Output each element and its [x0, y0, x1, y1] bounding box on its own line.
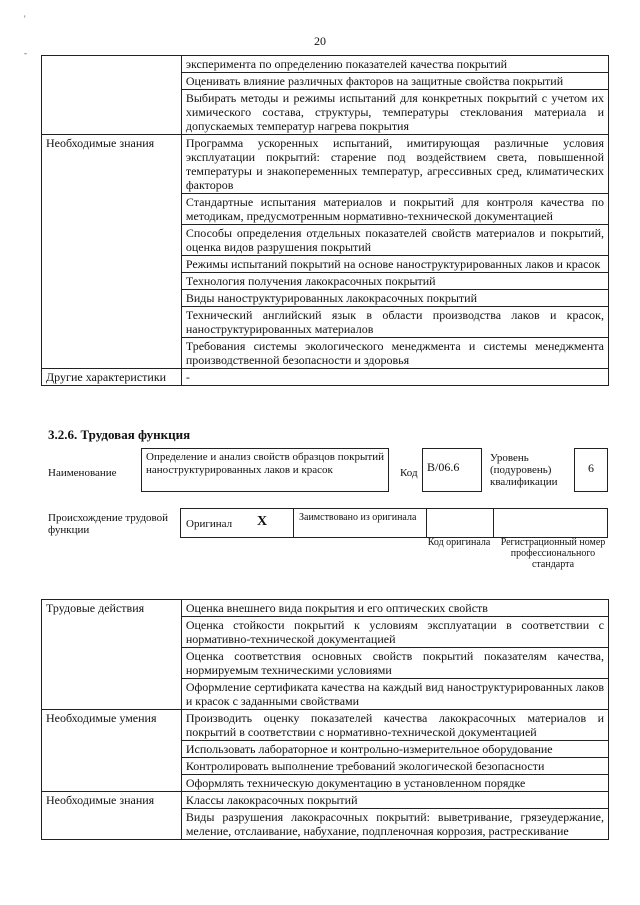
- requirements-table-2: [41, 599, 609, 840]
- table-row: [42, 741, 609, 758]
- row-text: Использовать лабораторное и контрольно-измерительное оборудование: [181, 741, 608, 758]
- scan-mark: -: [24, 48, 27, 58]
- table-row: [42, 775, 609, 792]
- code-box: B/06.6: [422, 448, 482, 492]
- reg-number-caption: Регистрационный номер профессионального стандарта: [500, 537, 606, 570]
- table-row: [42, 710, 609, 741]
- origin-label: Происхождение трудовой функции: [48, 512, 169, 536]
- row-label: [42, 290, 182, 307]
- table-row: [42, 679, 609, 710]
- table-row: [42, 256, 609, 273]
- row-label: [42, 225, 182, 256]
- row-label: [42, 648, 182, 679]
- table-row: [42, 90, 609, 135]
- row-text: Стандартные испытания материалов и покрытий для контроля качества по методикам, предусмотренным нормативно-технической документацией: [181, 194, 608, 225]
- row-text: Классы лакокрасочных покрытий: [181, 792, 608, 809]
- row-label: [42, 679, 182, 710]
- row-label: [42, 56, 182, 73]
- function-name-box: Определение и анализ свойств образцов покрытий наноструктурированных лаков и красок: [141, 448, 389, 492]
- row-label: [42, 73, 182, 90]
- row-text: Производить оценку показателей качества лакокрасочных материалов и покрытий в соответствии с нормативно-технической документацией: [181, 710, 608, 741]
- row-label: Необходимые знания: [42, 135, 182, 194]
- level-box: 6: [574, 448, 608, 492]
- row-label: [42, 90, 182, 135]
- row-label: [42, 307, 182, 338]
- row-text: Технология получения лакокрасочных покрытий: [181, 273, 608, 290]
- original-label: Оригинал: [186, 518, 233, 530]
- section-title: 3.2.6. Трудовая функция: [48, 427, 191, 442]
- table-row: [42, 307, 609, 338]
- row-text: Оценивать влияние различных факторов на защитные свойства покрытий: [181, 73, 608, 90]
- table-row: [42, 225, 609, 256]
- code-original-caption: Код оригинала: [427, 537, 491, 548]
- row-text: Режимы испытаний покрытий на основе наноструктурированных лаков и красок: [181, 256, 608, 273]
- table-row: [42, 194, 609, 225]
- row-text: Оценка стойкости покрытий к условиям эксплуатации в соответствии с нормативно-технической документацией: [181, 617, 608, 648]
- row-label: Трудовые действия: [42, 600, 182, 617]
- table-row: [42, 758, 609, 775]
- table-row: [42, 135, 609, 194]
- table-row: [42, 338, 609, 369]
- requirements-table-1: [41, 55, 609, 386]
- row-label: [42, 809, 182, 840]
- row-label: [42, 775, 182, 792]
- row-label: [42, 617, 182, 648]
- row-text: Требования системы экологического менеджмента и системы менеджмента производственной безопасности и здоровья: [181, 338, 608, 369]
- table-row: [42, 648, 609, 679]
- original-mark: X: [257, 514, 268, 529]
- table-row: [42, 73, 609, 90]
- row-text: Виды разрушения лакокрасочных покрытий: выветривание, грязеудержание, меление, отслаивание, набухание, подпленочная коррозия, растрескивание: [181, 809, 608, 840]
- row-text: Выбирать методы и режимы испытаний для конкретных покрытий с учетом их химического состава, структуры, температуры стеклования материала и допускаемых температур нагрева покрытия: [181, 90, 608, 135]
- table-row: [42, 809, 609, 840]
- row-label: [42, 338, 182, 369]
- table-row: [42, 290, 609, 307]
- row-text: -: [181, 369, 608, 386]
- row-label: [42, 273, 182, 290]
- row-label: Другие характеристики: [42, 369, 182, 386]
- row-label: Необходимые знания: [42, 792, 182, 809]
- divider: [493, 509, 494, 537]
- row-text: Способы определения отдельных показателей свойств материалов и покрытий, оценка видов разрушения покрытий: [181, 225, 608, 256]
- row-text: Программа ускоренных испытаний, имитирующая различные условия эксплуатации покрытий: старение под воздействием света, повышенной температуры и знакопеременных температур, агрессивных сред, климатических факторов: [181, 135, 608, 194]
- divider: [426, 509, 427, 537]
- table-row: [42, 600, 609, 617]
- table-row: [42, 792, 609, 809]
- page-number: 20: [314, 34, 326, 48]
- divider: [293, 509, 294, 537]
- table-row: [42, 273, 609, 290]
- row-text: Оформлять техническую документацию в установленном порядке: [181, 775, 608, 792]
- code-label: Код: [400, 467, 418, 479]
- row-text: Виды наноструктурированных лакокрасочных покрытий: [181, 290, 608, 307]
- table-row: [42, 56, 609, 73]
- row-text: Оценка соответствия основных свойств покрытий показателям качества, нормируемым техническими условиями: [181, 648, 608, 679]
- level-label: Уровень (подуровень) квалификации: [490, 452, 558, 488]
- row-text: Технический английский язык в области производства лаков и красок, наноструктурированных материалов: [181, 307, 608, 338]
- scan-mark: ': [24, 14, 26, 24]
- name-label: Наименование: [48, 467, 117, 479]
- table-row: [42, 617, 609, 648]
- row-text: Оформление сертификата качества на каждый вид наноструктурированных лаков и красок с заданными свойствами: [181, 679, 608, 710]
- row-label: [42, 194, 182, 225]
- row-text: Оценка внешнего вида покрытия и его оптических свойств: [181, 600, 608, 617]
- row-text: эксперимента по определению показателей качества покрытий: [181, 56, 608, 73]
- origin-table: [180, 508, 608, 538]
- borrowed-label: Заимствовано из оригинала: [299, 512, 417, 523]
- row-label: [42, 758, 182, 775]
- row-label: [42, 741, 182, 758]
- row-label: Необходимые умения: [42, 710, 182, 741]
- row-text: Контролировать выполнение требований экологической безопасности: [181, 758, 608, 775]
- row-label: [42, 256, 182, 273]
- table-row: [42, 369, 609, 386]
